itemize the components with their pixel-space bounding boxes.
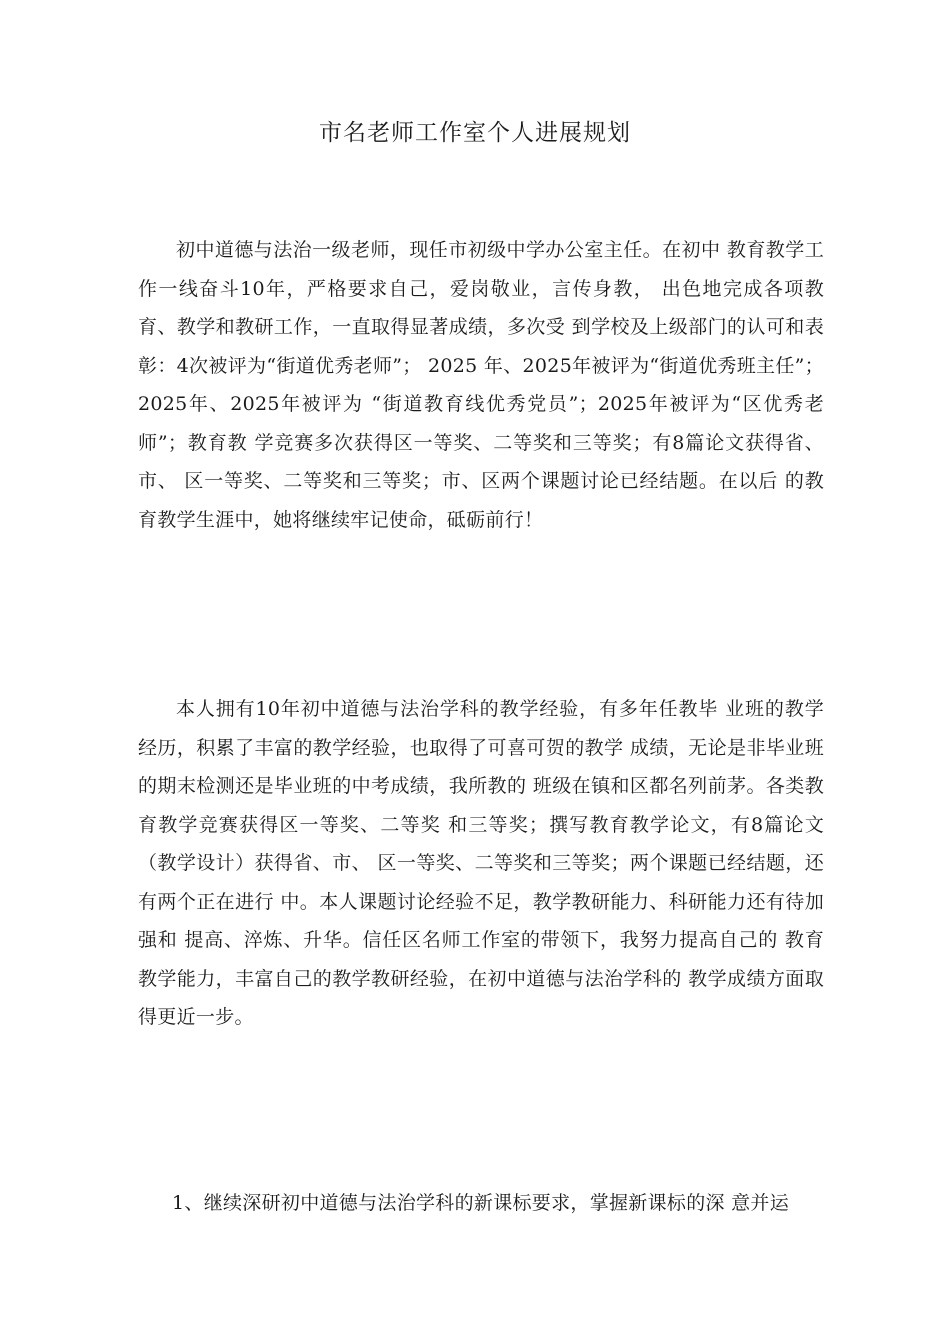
- paragraph-intro: 初中道德与法治一级老师，现任市初级中学办公室主任。在初中 教育教学工作一线奋斗10年，严格要求自己，爱岗敬业，言传身教， 出色地完成各项教育、教学和教研工作，一直取得显著成绩，多次受 到学校及上级部门的认可和表彰：4次被评为“街道优秀老师”； 2025 年、2025年被评为“街道优秀班主任”；2025年、2025年被评为 “街道教育线优秀党员”；2025年被评为“区优秀老师”；教育教 学竞赛多次获得区一等奖、二等奖和三等奖；有8篇论文获得省、市、 区一等奖、二等奖和三等奖；市、区两个课题讨论已经结题。在以后 的教育教学生涯中，她将继续牢记使命，砥砺前行！: [138, 239, 824, 531]
- list-item: 1、继续深研初中道德与法治学科的新课标要求，掌握新课标的深 意并运: [172, 1192, 790, 1214]
- paragraph-experience: 本人拥有10年初中道德与法治学科的教学经验，有多年任教毕 业班的教学经历，积累了丰富的教学经验，也取得了可喜可贺的教学 成绩，无论是非毕业班的期末检测还是毕业班的中考成绩，我所教的 班级在镇和区都名列前茅。各类教育教学竞赛获得区一等奖、二等奖 和三等奖；撰写教育教学论文，有8篇论文（教学设计）获得省、市、 区一等奖、二等奖和三等奖；两个课题已经结题，还有两个正在进行 中。本人课题讨论经验不足，教学教研能力、科研能力还有待加强和 提高、淬炼、升华。信任区名师工作室的带领下，我努力提高自己的 教育教学能力，丰富自己的教学教研经验，在初中道德与法治学科的 教学成绩方面取得更近一步。: [138, 698, 824, 1028]
- document-title: 市名老师工作室个人进展规划: [319, 120, 631, 146]
